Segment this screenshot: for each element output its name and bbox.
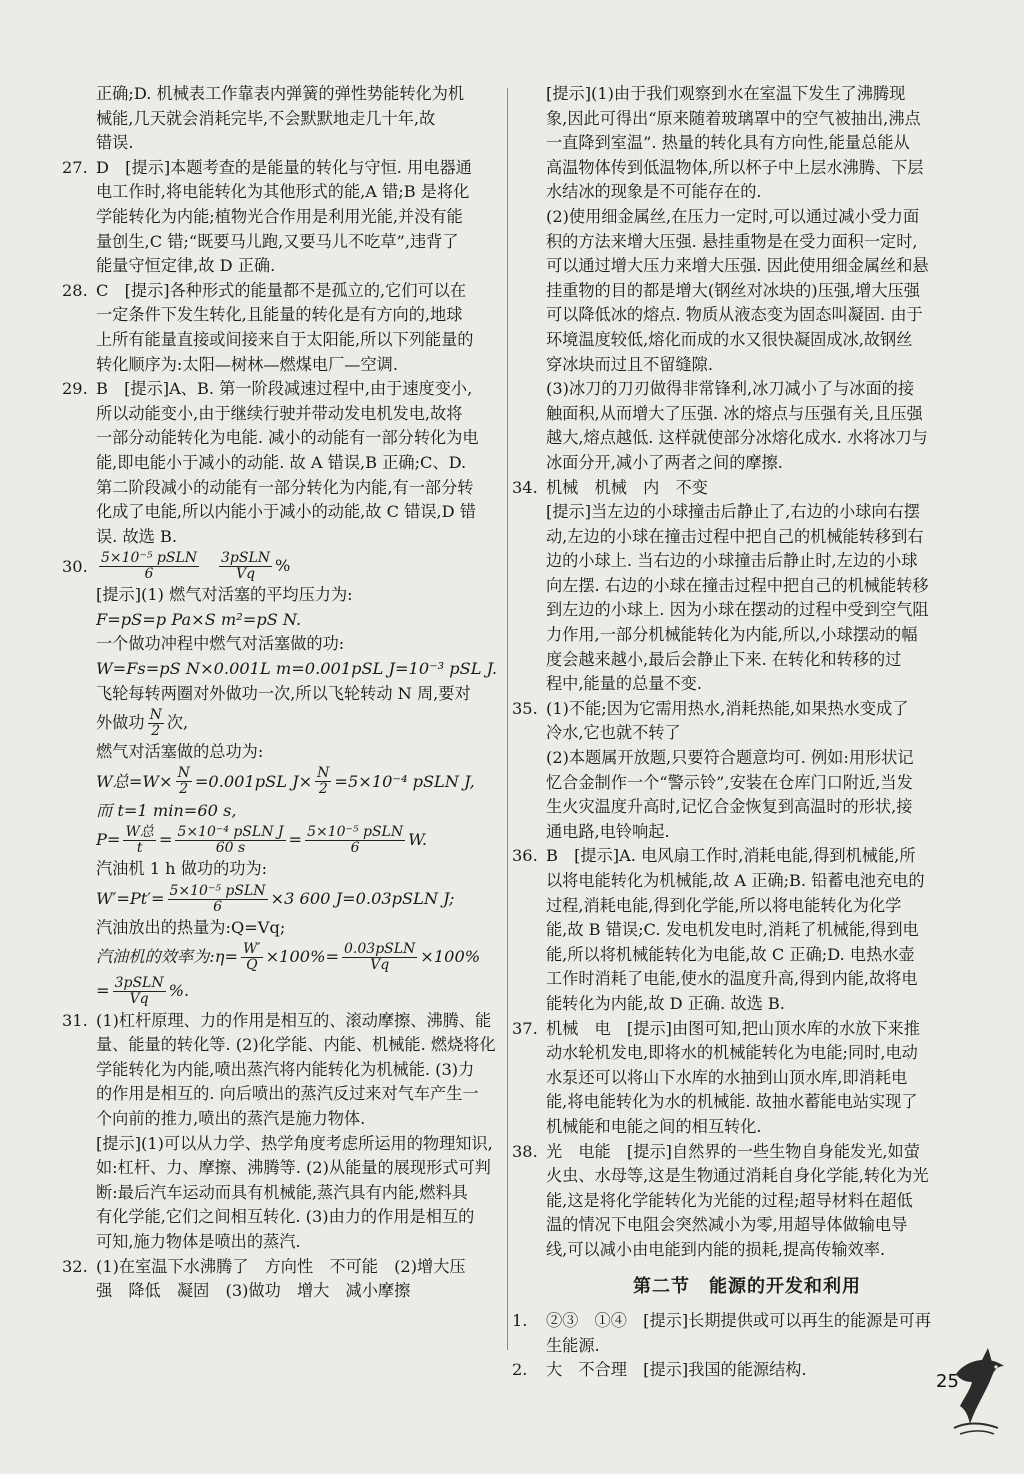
text-line: (2)本题属开放题,只要符合题意均可. 例如:用形状记: [546, 748, 914, 768]
hint-line: [提示]当左边的小球撞击后静止了,右边的小球向右摆: [546, 502, 920, 522]
hint-line: [提示](1)可以从力学、热学角度考虑所运用的物理知识,: [96, 1133, 493, 1153]
text-line: 第二阶段减小的动能有一部分转化为内能,有一部分转: [96, 477, 474, 497]
question-number: 35.: [512, 698, 538, 718]
text-line: 汽油机 1 h 做功的功为:: [96, 859, 268, 879]
question-number: 32.: [62, 1256, 88, 1276]
text-line: 量、能量的转化等. (2)化学能、内能、机械能. 燃烧将化: [96, 1035, 496, 1055]
fraction: $\frac{\text{5×10⁻⁵ pSLN}}{6}$: [169, 882, 266, 915]
hint-line: 环境温度较低,熔化而成的水又很快凝固成冰,故钢丝: [546, 329, 913, 349]
text-line: 生能源.: [546, 1335, 600, 1355]
formula-line: 汽油机的效率为:η= $\frac{W'}{Q}$ ×100%= $\frac{\text{0.03pSLN}}{Vq}$ ×100%: [96, 941, 481, 974]
hint-line: 可以降低冰的熔点. 物质从液态变为固态叫凝固. 由于: [546, 305, 923, 325]
text-line: 量创生,C 错;“既要马儿跑,又要马儿不吃草”,违背了: [96, 231, 459, 251]
question-29: [62, 377, 504, 549]
text-line: 正确;D. 机械表工作靠表内弹簧的弹性势能转化为机: [96, 84, 465, 103]
hint-line: (3)冰刀的刀刃做得非常锋利,冰刀减小了与冰面的接: [546, 379, 915, 399]
hint-line: 到左边的小球上. 因为小球在摆动的过程中受到空气阻: [546, 600, 929, 620]
text-line: 生火灾温度升高时,记忆合金恢复到高温时的形状,接: [546, 797, 913, 817]
text-line: 飞轮每转两圈对外做功一次,所以飞轮转动 N 周,要对: [96, 683, 471, 703]
text-line: 线,可以减小由电能到内能的损耗,提高传输效率.: [546, 1239, 886, 1259]
text-line: 一部分动能转化为电能. 减小的动能有一部分转化为电: [96, 428, 479, 448]
question-number: 30.: [62, 557, 88, 577]
text-line: 械能,几天就会消耗完毕,不会默默地走几十年,故: [96, 108, 436, 128]
formula-line: P= $\frac{\text{W总}}{t}$ = $\frac{\text{5×10⁻⁴ pSLN J}}{60 s}$ = $\frac{\text{5×10⁻⁵ pSLN}}{6}$ W.: [96, 823, 428, 856]
hint-line: 挂重物的目的都是增大(钢丝对冰块的)压强,增大压强: [546, 280, 920, 300]
question-38: [512, 1140, 982, 1263]
text-line: 误. 故选 B.: [96, 526, 178, 546]
fraction: $\frac{N}{2}$: [177, 765, 190, 798]
section-title: 第二节 能源的开发和利用: [633, 1275, 861, 1297]
text-line: 能,即电能小于减小的动能. 故 A 错误,B 正确;C、D.: [96, 452, 467, 472]
hint-line: 程中,能量的总量不变.: [546, 674, 702, 694]
text-line: 能转化为内能,故 D 正确. 故选 B.: [546, 993, 785, 1013]
text-line: 光 电能 [提示]自然界的一些生物自身能发光,如萤: [546, 1141, 920, 1161]
question-number: 2.: [512, 1360, 528, 1380]
text-line: 能,所以将机械能转化为电能,故 C 正确;D. 电热水壶: [546, 944, 915, 964]
question-number: 27.: [62, 157, 88, 177]
text-line: ②③ ①④ [提示]长期提供或可以再生的能源是可再: [546, 1311, 931, 1331]
formula-line: F=pS=p Pa×S m²=pS N.: [96, 609, 302, 629]
question-32: [62, 1255, 504, 1304]
hint-line: 水结冰的现象是不可能存在的.: [546, 182, 762, 202]
text-line: 机械 机械 内 不变: [546, 477, 708, 497]
hint-line: 向左摆. 右边的小球在撞击过程中把自己的机械能转移: [546, 575, 929, 595]
fraction: $\frac{W'}{Q}$: [243, 941, 261, 974]
text-line: 个向前的推力,喷出的蒸汽是施力物体.: [96, 1109, 366, 1128]
hint-line: 高温物体传到低温物体,所以杯子中上层水沸腾、下层: [546, 157, 924, 177]
hint-line: 如:杠杆、力、摩擦、沸腾等. (2)从能量的展现形式可判: [96, 1158, 491, 1178]
text-line: 水泵还可以将山下水库的水抽到山顶水库,即消耗电: [546, 1067, 908, 1087]
text-line: 所以动能变小,由于继续行驶并带动发电机发电,故将: [96, 403, 463, 423]
hint-line: 边的小球上. 当右边的小球撞击后静止时,左边的小球: [546, 551, 918, 571]
text-line: 学能转化为内能,喷出蒸汽将内能转化为机械能. (3)力: [96, 1059, 475, 1079]
text-line: 动水轮机发电,即将水的机械能转化为电能;同时,电动: [546, 1043, 918, 1063]
question-number: 28.: [62, 280, 88, 300]
question-35: [512, 697, 982, 845]
question-37: [512, 1017, 982, 1140]
text-line: 的作用是相互的. 向后喷出的蒸汽反过来对气车产生一: [96, 1084, 479, 1104]
text-line: 一个做功冲程中燃气对活塞做的功:: [96, 634, 345, 654]
hint-line: 断:最后汽车运动而具有机械能,蒸汽具有内能,燃料具: [96, 1182, 468, 1202]
text-line: D [提示]本题考查的是能量的转化与守恒. 用电器通: [96, 157, 472, 177]
formula-line: 而 t=1 min=60 s,: [96, 800, 237, 820]
question-number: 31.: [62, 1010, 88, 1030]
question-31: [62, 1009, 504, 1255]
formula-line: 外做功 $\frac{N}{2}$ 次,: [96, 706, 189, 739]
answer-line: $\frac{\text{5×10⁻⁵ pSLN}}{6}$ $\frac{\text{3pSLN}}{Vq}$ %: [101, 549, 291, 582]
formula-line: W′=Pt′= $\frac{\text{5×10⁻⁵ pSLN}}{6}$ ×3 600 J=0.03pSLN J;: [96, 882, 455, 915]
column-divider: [507, 88, 508, 1350]
text-line: 燃气对活塞做的总功为:: [96, 742, 264, 762]
text-line: 机械能和电能之间的相互转化.: [546, 1116, 762, 1136]
hint-line: 冰面分开,减小了两者之间的摩擦.: [546, 452, 783, 472]
formula-line: = $\frac{\text{3pSLN}}{Vq}$ %.: [96, 975, 190, 1008]
text-line: 以将电能转化为机械能,故 A 正确;B. 铅蓄电池充电的: [546, 871, 925, 890]
fraction: $\frac{\text{5×10⁻⁵ pSLN}}{6}$: [307, 823, 404, 856]
text-line: 冷水,它也就不转了: [546, 723, 681, 743]
text-line: (1)不能;因为它需用热水,消耗热能,如果热水变成了: [546, 698, 909, 718]
text-line: 上所有能量直接或间接来自于太阳能,所以下列能量的: [96, 329, 474, 349]
section-question-2: [512, 1358, 982, 1383]
dolphin-icon: [946, 1340, 1010, 1440]
question-34: [512, 476, 982, 697]
hint-line: 越大,熔点越低. 这样就使部分冰熔化成水. 水将冰刀与: [546, 428, 928, 448]
question-number: 1.: [512, 1311, 528, 1331]
question-number: 37.: [512, 1018, 538, 1038]
fraction: $\frac{\text{5×10⁻⁵ pSLN}}{6}$: [101, 549, 198, 582]
hint-line: 一直降到室温”. 热量的转化具有方向性,能量总能从: [546, 133, 910, 153]
text-line: 工作时消耗了电能,使水的温度升高,得到内能,故将电: [546, 969, 918, 989]
fraction: $\frac{N}{2}$: [317, 765, 330, 798]
text-line: 化成了电能,所以内能小于减小的动能,故 C 错误,D 错: [96, 502, 476, 522]
hint-line: 度会越来越小,最后会静止下来. 在转化和转移的过: [546, 649, 902, 669]
hint-line: 积的方法来增大压强. 悬挂重物是在受力面积一定时,: [546, 231, 918, 251]
hint-line: 触面积,从而增大了压强. 冰的熔点与压强有关,且压强: [546, 403, 923, 423]
formula-line: W=Fs=pS N×0.001L m=0.001pSL J=10⁻³ pSL J.: [96, 659, 498, 679]
question-number: 36.: [512, 846, 538, 866]
question-27: [62, 156, 504, 279]
hint-line: 可以通过增大压力来增大压强. 因此使用细金属丝和悬: [546, 256, 929, 276]
text-line: 忆合金制作一个“警示铃”,安装在仓库门口附近,当发: [546, 772, 913, 792]
hint-line: 可知,施力物体是喷出的蒸汽.: [96, 1231, 301, 1251]
hint-line: 穿冰块而过且不留缝隙.: [546, 354, 714, 374]
text-line: 学能转化为内能;植物光合作用是利用光能,并没有能: [96, 206, 463, 226]
text-line: 火虫、水母等,这是生物通过消耗自身化学能,转化为光: [546, 1166, 929, 1186]
intro-paragraph: [62, 82, 504, 156]
text-line: (1)在室温下水沸腾了 方向性 不可能 (2)增大压: [96, 1256, 466, 1276]
text-line: 电工作时,将电能转化为其他形式的能,A 错;B 是将化: [96, 182, 470, 202]
fraction: $\frac{\text{3pSLN}}{Vq}$: [221, 549, 271, 582]
text-line: 强 降低 凝固 (3)做功 增大 减小摩擦: [96, 1281, 411, 1301]
text-line: 能量守恒定律,故 D 正确.: [96, 256, 276, 276]
text-line: B [提示]A、B. 第一阶段减速过程中,由于速度变小,: [96, 379, 473, 399]
text-line: 通电路,电铃响起.: [546, 821, 670, 841]
text-line: 大 不合理 [提示]我国的能源结构.: [546, 1360, 807, 1380]
question-36: [512, 844, 982, 1016]
question-30: [62, 549, 504, 1008]
text-line: 机械 电 [提示]由图可知,把山顶水库的水放下来推: [546, 1018, 920, 1038]
section-question-1: [512, 1309, 982, 1358]
text-line: 能,将电能转化为水的机械能. 故抽水蓄能电站实现了: [546, 1092, 918, 1112]
text-line: 一定条件下发生转化,且能量的转化是有方向的,地球: [96, 305, 463, 325]
hint-line: [提示](1) 燃气对活塞的平均压力为:: [96, 585, 353, 605]
text-line: 转化顺序为:太阳—树林—燃煤电厂—空调.: [96, 354, 398, 374]
question-28: [62, 279, 504, 377]
question-32-hint: [512, 82, 982, 476]
question-number: 38.: [512, 1141, 538, 1161]
text-line: 错误.: [96, 133, 134, 153]
text-line: C [提示]各种形式的能量都不是孤立的,它们可以在: [96, 280, 467, 300]
fraction: $\frac{\text{5×10⁻⁴ pSLN J}}{60 s}$: [177, 823, 284, 856]
text-line: 能,这是将化学能转化为光能的过程;超导材料在超低: [546, 1190, 913, 1210]
hint-line: [提示](1)由于我们观察到水在室温下发生了沸腾现: [546, 84, 906, 103]
text-line: (1)杠杆原理、力的作用是相互的、滚动摩擦、沸腾、能: [96, 1010, 492, 1030]
fraction: $\frac{\text{0.03pSLN}}{Vq}$: [344, 941, 416, 974]
fraction: $\frac{N}{2}$: [149, 706, 162, 739]
hint-line: 有化学能,它们之间相互转化. (3)由力的作用是相互的: [96, 1207, 475, 1227]
text-line: 温的情况下电阻会突然减小为零,用超导体做输电导: [546, 1215, 908, 1235]
text-line: 能,故 B 错误;C. 发电机发电时,消耗了机械能,得到电: [546, 920, 919, 940]
left-column: [62, 82, 504, 1304]
fraction: $\frac{\text{W总}}{t}$: [125, 823, 154, 856]
question-number: 34.: [512, 477, 538, 497]
hint-line: 象,因此可得出“原来随着玻璃罩中的空气被抽出,沸点: [546, 108, 921, 128]
text-line: B [提示]A. 电风扇工作时,消耗电能,得到机械能,所: [546, 846, 916, 866]
page-number: 25: [936, 1371, 959, 1392]
question-number: 29.: [62, 379, 88, 399]
fraction: $\frac{\text{3pSLN}}{Vq}$: [114, 975, 164, 1008]
hint-line: (2)使用细金属丝,在压力一定时,可以通过减小受力面: [546, 206, 920, 226]
hint-line: 力作用,一部分机械能转化为内能,所以,小球摆动的幅: [546, 625, 918, 645]
formula-line: W总=W× $\frac{N}{2}$ =0.001pSL J× $\frac{N}{2}$ =5×10⁻⁴ pSLN J,: [96, 765, 475, 798]
text-line: 过程,消耗电能,得到化学能,所以将电能转化为化学: [546, 895, 902, 915]
right-column: [512, 82, 982, 1383]
hint-line: 动,左边的小球在撞击过程中把自己的机械能转移到右: [546, 526, 924, 546]
text-line: 汽油放出的热量为:Q=Vq;: [96, 918, 286, 938]
